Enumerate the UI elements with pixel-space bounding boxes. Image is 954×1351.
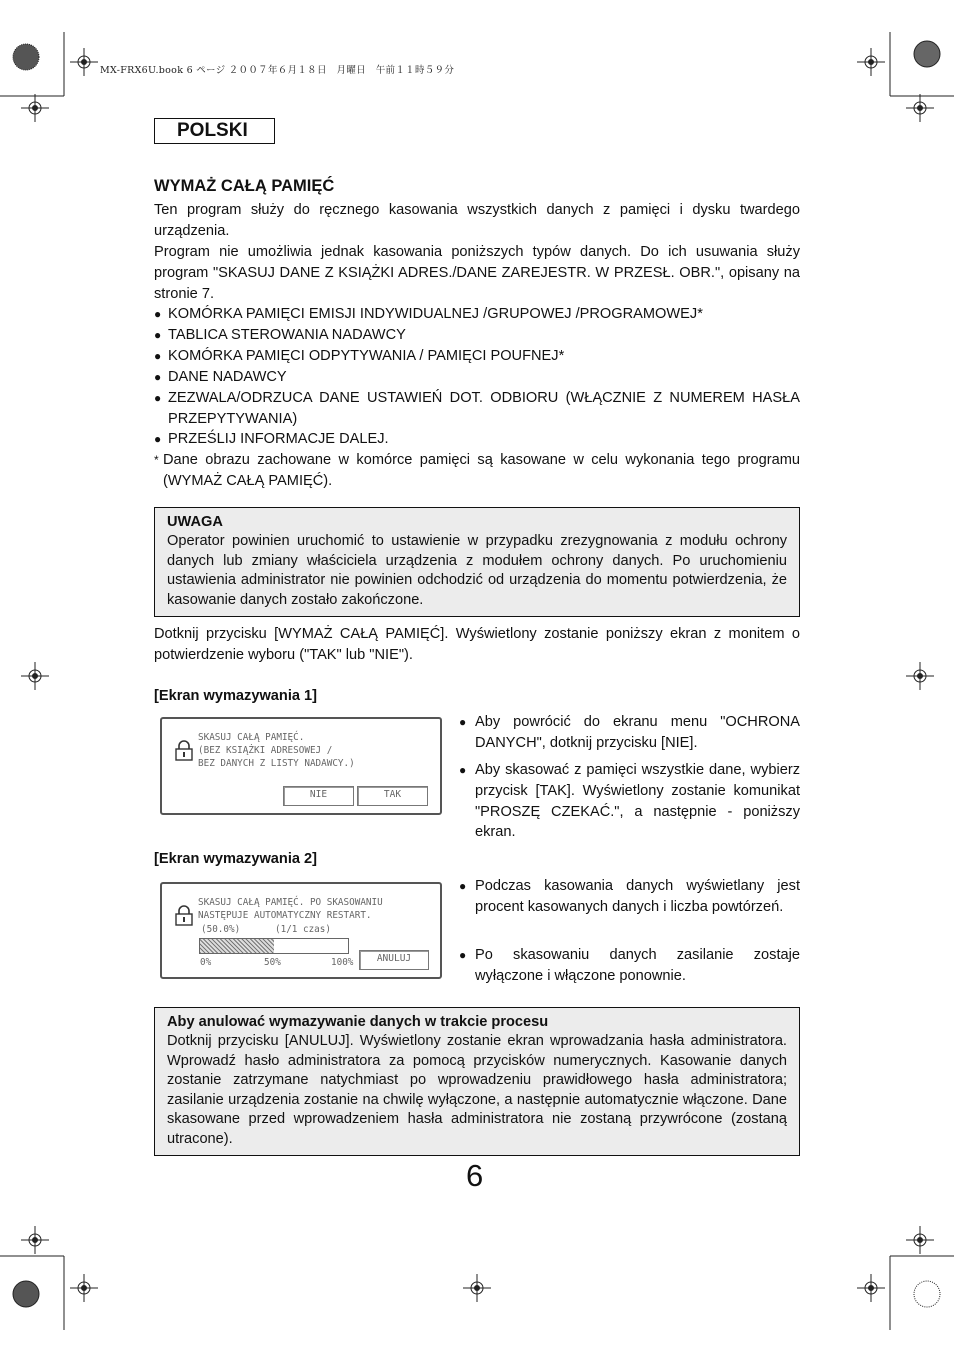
bullet-icon: ●	[154, 391, 162, 405]
bullet-icon: ●	[459, 715, 467, 729]
progress-bar	[199, 938, 349, 954]
screen1-line: (BEZ KSIĄŻKI ADRESOWEJ /	[198, 745, 333, 756]
progress-tick: 50%	[264, 957, 281, 968]
progress-fill	[200, 939, 274, 953]
screen1-heading: [Ekran wymazywania 1]	[154, 688, 318, 704]
screen1-line: SKASUJ CAŁĄ PAMIĘĆ.	[198, 732, 305, 743]
erase-screen-1	[160, 717, 442, 815]
section-title: WYMAŻ CAŁĄ PAMIĘĆ	[154, 177, 335, 195]
instruction-text: Dotknij przycisku [WYMAŻ CAŁĄ PAMIĘĆ]. Wyświetlony zostanie poniższy ekran z monitem o potwierdzenie wyboru ("TAK" lub "NIE").	[154, 626, 800, 663]
screen2-line: SKASUJ CAŁĄ PAMIĘĆ. PO SKASOWANIU	[198, 897, 383, 908]
intro-paragraph-1: Ten program służy do ręcznego kasowania wszystkich danych z pamięci i dysku twardego urządzenia.	[154, 202, 800, 239]
cancel-info-body: Dotknij przycisku [ANULUJ]. Wyświetlony zostanie ekran wprowadzania hasła administratora. Wprowadź hasło administratora za pomocą przycisków numerycznych. Kasowanie danych zostanie zatrzymane natychmiast po wprowadzeniu prawidłowego hasła administratora; zasilanie urządzenia zostanie na chwilę wyłączone, a następnie automatycznie włączone. Dane skasowane przed wprowadzeniem hasła administratora nie zostaną przywrócone (zostaną utracone).	[167, 1033, 787, 1147]
print-header: MX-FRX6U.book 6 ページ ２００７年６月１８日 月曜日 午前１１時５９分	[100, 65, 455, 76]
bullet-icon: ●	[154, 328, 162, 342]
progress-tick: 0%	[200, 957, 212, 968]
note-body: Operator powinien uruchomić to ustawienie w przypadku zrezygnowania z modułu ochrony danych lub zmiany właściciela urządzenia z modułem ochrony danych. Po uruchomieniu ustawienia administrator nie powinien odchodzić od urządzenia do momentu potwierdzenia, że kasowanie danych zostało zakończone.	[167, 533, 787, 608]
bullet-icon: ●	[154, 307, 162, 321]
progress-tick: 100%	[331, 957, 354, 968]
bullet-icon: ●	[459, 879, 467, 893]
bullet-icon: ●	[154, 370, 162, 384]
no-button[interactable]: NIE	[283, 786, 354, 806]
progress-percent: (50.0%)	[201, 924, 241, 935]
bullet-icon: ●	[154, 349, 162, 363]
erase-screen-2	[160, 882, 442, 979]
yes-button[interactable]: TAK	[357, 786, 428, 806]
note-box	[154, 507, 800, 617]
screen2-heading: [Ekran wymazywania 2]	[154, 851, 318, 867]
bullet-icon: ●	[459, 763, 467, 777]
screen2-line: NASTĘPUJE AUTOMATYCZNY RESTART.	[198, 910, 372, 921]
cancel-info-title: Aby anulować wymazywanie danych w trakcie procesu	[167, 1014, 549, 1030]
lock-icon	[174, 905, 194, 927]
note-title: UWAGA	[167, 514, 223, 530]
language-label: POLSKI	[154, 118, 275, 144]
page-number: 6	[466, 1158, 484, 1193]
intro-paragraph-2: Program nie umożliwia jednak kasowania poniższych typów danych. Do ich usuwania służy program "SKASUJ DANE Z KSIĄŻKI ADRES./DANE ZAREJESTR. W PRZESŁ. OBR.", opisany na stronie 7.	[154, 244, 800, 302]
repeat-count: (1/1 czas)	[275, 924, 331, 935]
bullet-icon: ●	[154, 432, 162, 446]
cancel-button[interactable]: ANULUJ	[359, 950, 429, 970]
bullet-icon: ●	[459, 948, 467, 962]
lock-icon	[174, 740, 194, 762]
screen1-line: BEZ DANYCH Z LISTY NADAWCY.)	[198, 758, 355, 769]
cancel-info-box	[154, 1007, 800, 1156]
